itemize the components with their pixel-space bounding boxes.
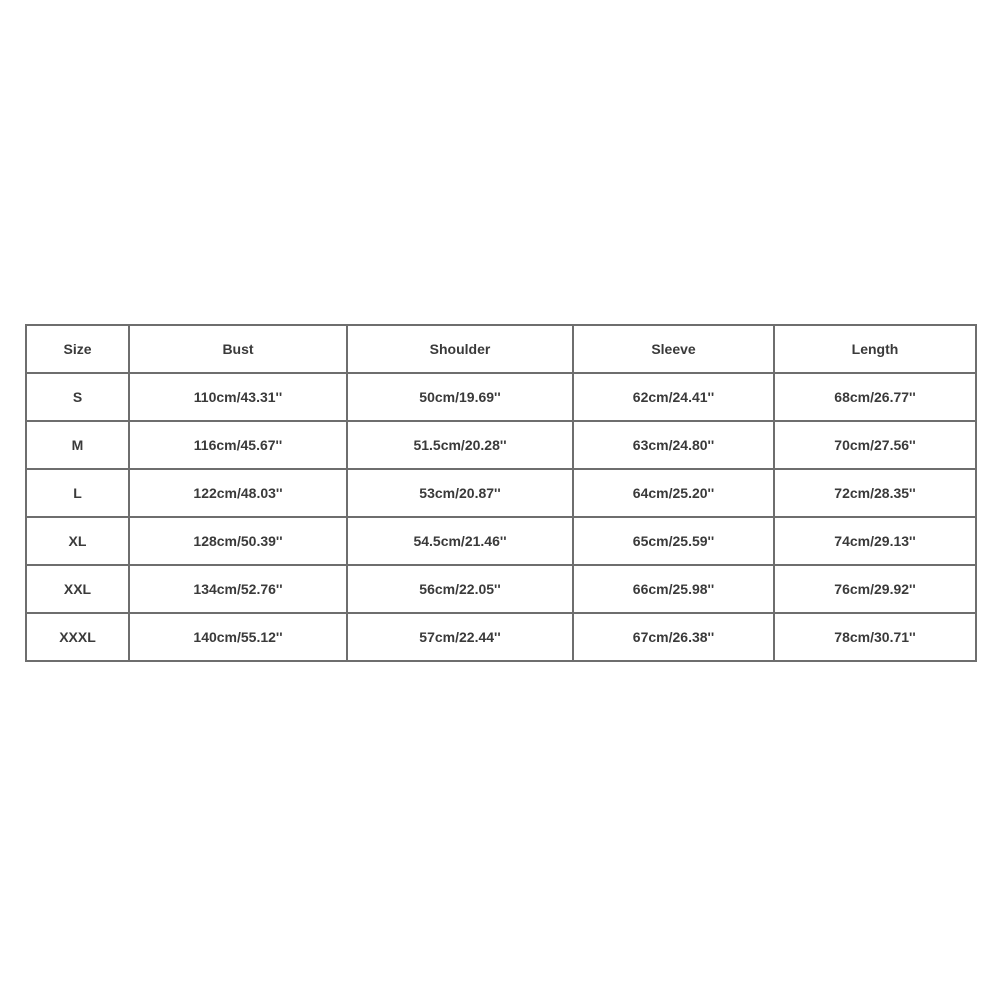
cell-size: XXL xyxy=(26,565,129,613)
table-row xyxy=(26,373,976,421)
cell-length: 76cm/29.92'' xyxy=(774,565,976,613)
cell-sleeve: 64cm/25.20'' xyxy=(573,469,774,517)
table-header-row xyxy=(26,325,976,373)
table-row xyxy=(26,469,976,517)
cell-length: 78cm/30.71'' xyxy=(774,613,976,661)
cell-bust: 116cm/45.67'' xyxy=(129,421,347,469)
cell-shoulder: 57cm/22.44'' xyxy=(347,613,573,661)
cell-sleeve: 62cm/24.41'' xyxy=(573,373,774,421)
header-size: Size xyxy=(26,325,129,373)
cell-bust: 110cm/43.31'' xyxy=(129,373,347,421)
table-row xyxy=(26,565,976,613)
cell-sleeve: 67cm/26.38'' xyxy=(573,613,774,661)
size-chart-table xyxy=(25,324,977,662)
cell-size: S xyxy=(26,373,129,421)
cell-shoulder: 50cm/19.69'' xyxy=(347,373,573,421)
cell-bust: 134cm/52.76'' xyxy=(129,565,347,613)
cell-length: 70cm/27.56'' xyxy=(774,421,976,469)
cell-length: 74cm/29.13'' xyxy=(774,517,976,565)
cell-sleeve: 66cm/25.98'' xyxy=(573,565,774,613)
table-row xyxy=(26,613,976,661)
cell-sleeve: 65cm/25.59'' xyxy=(573,517,774,565)
header-sleeve: Sleeve xyxy=(573,325,774,373)
header-shoulder: Shoulder xyxy=(347,325,573,373)
cell-bust: 128cm/50.39'' xyxy=(129,517,347,565)
cell-shoulder: 51.5cm/20.28'' xyxy=(347,421,573,469)
cell-bust: 140cm/55.12'' xyxy=(129,613,347,661)
cell-size: XXXL xyxy=(26,613,129,661)
cell-size: M xyxy=(26,421,129,469)
cell-length: 68cm/26.77'' xyxy=(774,373,976,421)
cell-length: 72cm/28.35'' xyxy=(774,469,976,517)
cell-size: XL xyxy=(26,517,129,565)
header-length: Length xyxy=(774,325,976,373)
cell-shoulder: 56cm/22.05'' xyxy=(347,565,573,613)
cell-shoulder: 53cm/20.87'' xyxy=(347,469,573,517)
cell-bust: 122cm/48.03'' xyxy=(129,469,347,517)
cell-size: L xyxy=(26,469,129,517)
cell-sleeve: 63cm/24.80'' xyxy=(573,421,774,469)
table-row xyxy=(26,517,976,565)
cell-shoulder: 54.5cm/21.46'' xyxy=(347,517,573,565)
header-bust: Bust xyxy=(129,325,347,373)
table-row xyxy=(26,421,976,469)
